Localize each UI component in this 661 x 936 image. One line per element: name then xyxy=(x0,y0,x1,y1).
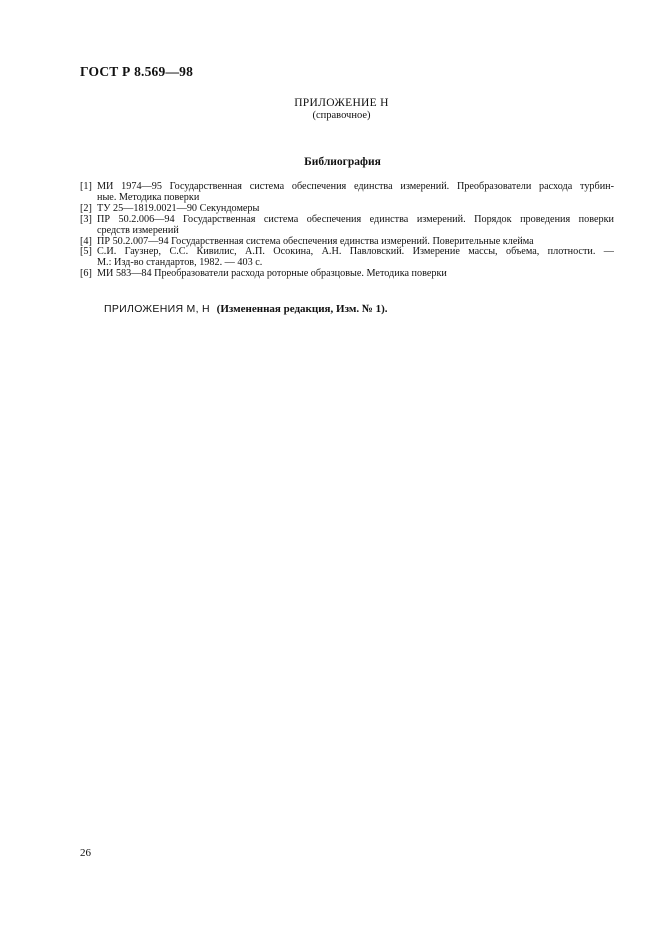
bibliography-item-number: [1] xyxy=(80,181,92,192)
bibliography-line: МИ 1974—95 Государственная система обеспечения единства измерений. Преобразователи расхода турбин- xyxy=(97,181,614,192)
amendment-note-annexes: ПРИЛОЖЕНИЯ М, Н xyxy=(104,303,210,315)
bibliography-item-text xyxy=(97,247,614,269)
bibliography-item-3 xyxy=(80,215,614,237)
bibliography-item-number: [6] xyxy=(80,268,92,280)
bibliography-item-5 xyxy=(80,247,614,269)
bibliography-line: С.И. Гаузнер, С.С. Кивилис, А.П. Осокина, А.Н. Павловский. Измерение массы, объема, плотности. — xyxy=(97,246,614,258)
bibliography-line: ТУ 25—1819.0021—90 Секундомеры xyxy=(97,202,260,214)
bibliography-line: МИ 583—84 Преобразователи расхода роторные образцовые. Методика поверки xyxy=(97,268,447,280)
bibliography-item-text xyxy=(97,215,614,237)
bibliography-line: средств измерений xyxy=(97,224,179,236)
bibliography-line: ПР 50.2.006—94 Государственная система обеспечения единства измерений. Порядок проведения поверки xyxy=(97,213,614,225)
amendment-note-revision: (Измененная редакция, Изм. № 1). xyxy=(216,303,388,315)
bibliography-line: ные. Методика поверки xyxy=(97,191,200,203)
bibliography-item-text xyxy=(97,269,614,280)
bibliography-line: М.: Изд-во стандартов, 1982. — 403 с. xyxy=(97,257,263,269)
annex-subtitle: (справочное) xyxy=(312,110,371,121)
bibliography-item-number: [4] xyxy=(80,235,92,247)
amendment-note xyxy=(104,303,388,315)
bibliography-item-number: [3] xyxy=(80,213,92,225)
bibliography-item-6 xyxy=(80,269,614,280)
bibliography-item-text xyxy=(97,182,614,204)
section-title-bibliography: Библиография xyxy=(304,156,381,168)
bibliography-item-number: [2] xyxy=(80,202,92,214)
standard-code-header: ГОСТ Р 8.569—98 xyxy=(80,64,194,79)
annex-title: ПРИЛОЖЕНИЕ Н xyxy=(294,97,389,109)
bibliography-item-1 xyxy=(80,182,614,204)
annex-heading xyxy=(0,97,661,122)
page-number: 26 xyxy=(80,847,91,859)
bibliography-list xyxy=(80,182,614,280)
bibliography-line: ПР 50.2.007—94 Государственная система обеспечения единства измерений. Поверительные клейма xyxy=(97,235,534,247)
bibliography-item-number: [5] xyxy=(80,246,92,258)
